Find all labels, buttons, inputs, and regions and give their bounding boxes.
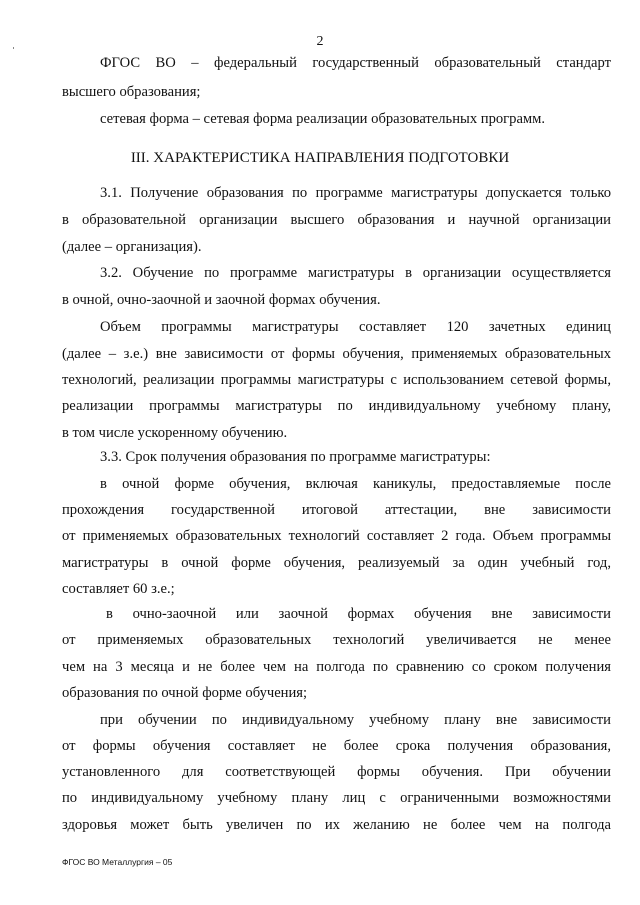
text-line: от применяемых образовательных технологий увеличивается не менее <box>62 632 611 648</box>
text-line: высшего образования; <box>62 84 201 100</box>
text-line: по индивидуальному учебному плану лиц с ограниченными возможностями <box>62 790 611 806</box>
text-line: реализации программы магистратуры по индивидуальному учебному плану, <box>62 398 611 414</box>
text-line: технологий, реализации программы магистратуры с использованием сетевой формы, <box>62 372 611 388</box>
text-line: в образовательной организации высшего образования и научной организации <box>62 212 611 228</box>
text-line: составляет 60 з.е.; <box>62 581 175 597</box>
footer-text: ФГОС ВО Металлургия – 05 <box>62 857 173 867</box>
text-line: от формы обучения составляет не более срока получения образования, <box>62 738 611 754</box>
page-number: 2 <box>316 34 324 49</box>
text-line: 3.1. Получение образования по программе магистратуры допускается только <box>100 185 611 201</box>
text-line: 3.2. Обучение по программе магистратуры в организации осуществляется <box>100 265 611 281</box>
text-line: от применяемых образовательных технологий составляет 2 года. Объем программы <box>62 528 611 544</box>
text-line: (далее – з.е.) вне зависимости от формы обучения, применяемых образовательных <box>62 346 611 362</box>
text-line: сетевая форма – сетевая форма реализации образовательных программ. <box>100 111 546 127</box>
text-line: 3.3. Срок получения образования по программе магистратуры: <box>100 449 491 465</box>
text-line: чем на 3 месяца и не более чем на полгода по сравнению со сроком получения <box>62 659 611 675</box>
text-line: образования по очной форме обучения; <box>62 685 308 701</box>
text-line: в том числе ускоренному обучению. <box>62 425 288 441</box>
text-line: в очной, очно-заочной и заочной формах обучения. <box>62 292 381 308</box>
text-line: при обучении по индивидуальному учебному плану вне зависимости <box>100 712 611 728</box>
text-line: в очно-заочной или заочной формах обучения вне зависимости <box>106 606 611 622</box>
text-line: установленного для соответствующей формы обучения. При обучении <box>62 764 611 780</box>
section-heading: III. ХАРАКТЕРИСТИКА НАПРАВЛЕНИЯ ПОДГОТОВКИ <box>130 150 510 166</box>
text-line: здоровья может быть увеличен по их желанию не более чем на полгода <box>62 817 611 833</box>
text-line: в очной форме обучения, включая каникулы, предоставляемые после <box>100 476 611 492</box>
text-line: магистратуры в очной форме обучения, реализуемый за один учебный год, <box>62 555 611 571</box>
text-line: прохождения государственной итоговой аттестации, вне зависимости <box>62 502 611 518</box>
text-line: ФГОС ВО – федеральный государственный образовательный стандарт <box>100 55 611 71</box>
text-line: Объем программы магистратуры составляет 120 зачетных единиц <box>100 319 611 335</box>
text-line: (далее – организация). <box>62 239 202 255</box>
